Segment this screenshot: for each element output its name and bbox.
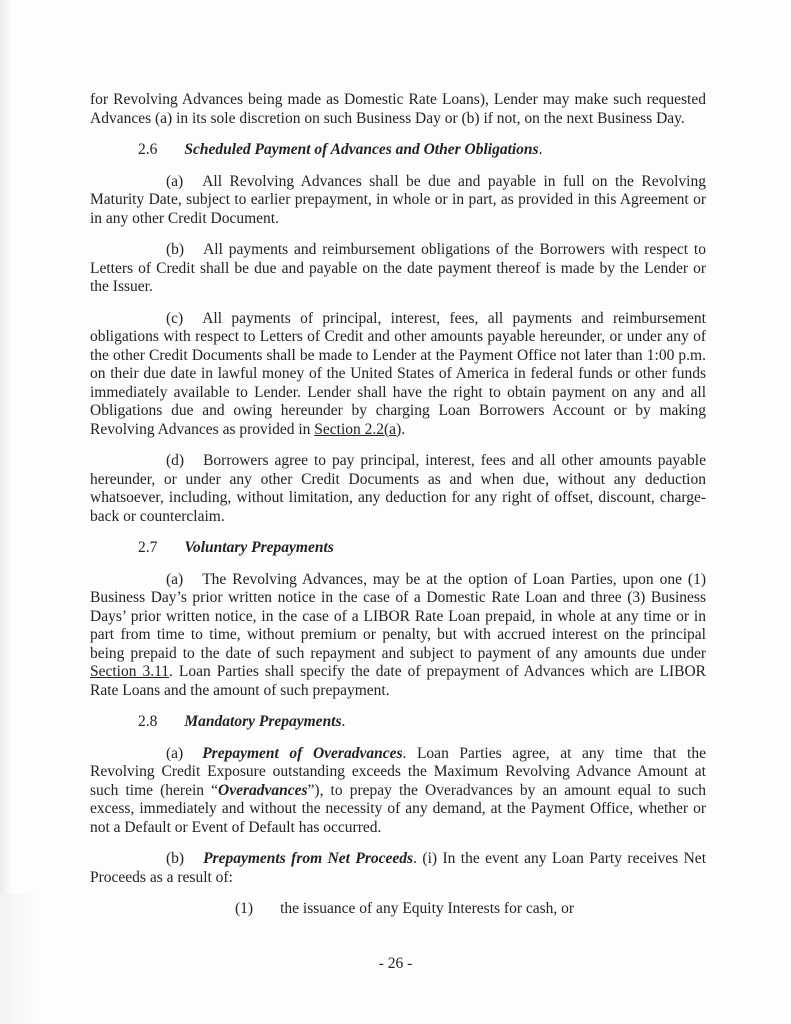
defined-term: Overadvances	[218, 781, 308, 799]
paragraph-2-8-a	[90, 745, 706, 838]
paragraph-label: (b)	[166, 850, 185, 867]
page-number: - 26 -	[378, 955, 413, 972]
document-body	[90, 91, 706, 932]
section-heading-2-6	[90, 141, 706, 160]
paragraph-label: (b)	[166, 241, 185, 258]
paragraph-text: (i) In the event any Loan Party receives Net Proceeds as a result of:	[90, 850, 706, 886]
section-title: Mandatory Prepayments	[184, 713, 342, 730]
paragraph-text: All Revolving Advances shall be due and payable in full on the Revolving Maturity Date, subject to earlier prepayment, in whole or in part, as provided in this Agreement or in any other Credit Document.	[90, 172, 706, 227]
section-number: 2.8	[138, 713, 158, 730]
section-heading-2-8	[90, 713, 706, 732]
scan-edge-shadow	[0, 0, 12, 1024]
paragraph-2-6-a	[90, 173, 706, 229]
paragraph-continuation	[90, 91, 706, 128]
paragraph-text: The Revolving Advances, may be at the option of Loan Parties, upon one (1) Business Day’s prior written notice in the case of a Domestic Rate Loan and three (3) Business Days’ prior written notice, in the case of a LIBOR Rate Loan prepaid, in whole at any time or in part from time to time, without premium or penalty, but with accrued interest on the principal being prepaid to the date of such repayment and subject to payment of any amounts due under	[90, 570, 706, 662]
paragraph-2-7-a	[90, 571, 706, 701]
paragraph-2-6-b	[90, 241, 706, 297]
section-title: Voluntary Prepayments	[184, 539, 334, 556]
list-item-label: (1)	[235, 900, 254, 917]
section-title-period: .	[341, 713, 346, 730]
paragraph-label: (c)	[166, 309, 184, 327]
paragraph-text: All payments and reimbursement obligations of the Borrowers with respect to Letters of Credit shall be due and payable on the date payment thereof is made by the Lender or the Issuer.	[90, 241, 706, 295]
section-heading-2-7	[90, 539, 706, 558]
paragraph-2-6-c	[90, 310, 706, 440]
section-number: 2.7	[138, 539, 158, 556]
section-reference: Section 3.11	[90, 663, 170, 680]
clause-title-period: .	[413, 850, 417, 867]
section-title: Scheduled Payment of Advances and Other Obligations	[184, 141, 539, 158]
paragraph-label: (a)	[166, 570, 184, 588]
clause-title-period: .	[402, 744, 407, 762]
paragraph-text: Loan Parties agree, at any time that the Revolving Credit Exposure outstanding exceeds the Maximum Revolving Advance Amount at such time (herein “	[90, 744, 706, 799]
paragraph-text: . Loan Parties shall specify the date of prepayment of Advances which are LIBOR Rate Loans and the amount of such prepayment.	[90, 663, 706, 699]
clause-title: Prepayments from Net Proceeds	[203, 850, 414, 867]
section-number: 2.6	[138, 141, 158, 158]
paragraph-text: for Revolving Advances being made as Domestic Rate Loans), Lender may make such requested Advances (a) in its sole discretion on such Business Day or (b) if not, on the next Business Day.	[90, 91, 706, 127]
paragraph-text: .	[401, 420, 406, 438]
paragraph-text: Borrowers agree to pay principal, interest, fees and all other amounts payable hereunder, or under any other Credit Documents as and when due, without any deduction whatsoever, including, without limitation, any deduction for any right of offset, discount, charge-back or counterclaim.	[90, 452, 706, 525]
paragraph-2-6-d	[90, 452, 706, 526]
list-item-2-8-b-1	[90, 900, 706, 919]
paragraph-label: (a)	[166, 744, 184, 762]
paragraph-label: (d)	[166, 452, 185, 469]
section-reference: Section 2.2(a)	[314, 420, 402, 438]
clause-title: Prepayment of Overadvances	[202, 744, 403, 762]
section-title-period: .	[538, 141, 543, 158]
paragraph-2-8-b	[90, 850, 706, 887]
paragraph-text: All payments of principal, interest, fees, all payments and reimbursement obligations with respect to Letters of Credit and other amounts payable hereunder, or under any of the other Credit Documents shall be made to Lender at the Payment Office not later than 1:00 p.m. on their due date in lawful money of the United States of America in federal funds or other funds immediately available to Lender. Lender shall have the right to obtain payment on any and all Obligations due and owing hereunder by charging Loan Borrowers Account or by making Revolving Advances as provided in	[90, 309, 706, 438]
paragraph-text: ”), to prepay the Overadvances by an amount equal to such excess, immediately and without the necessity of any demand, at the Payment Office, whether or not a Default or Event of Default has occurred.	[90, 781, 706, 836]
paragraph-label: (a)	[166, 172, 184, 190]
list-item-text: the issuance of any Equity Interests for cash, or	[280, 900, 575, 917]
